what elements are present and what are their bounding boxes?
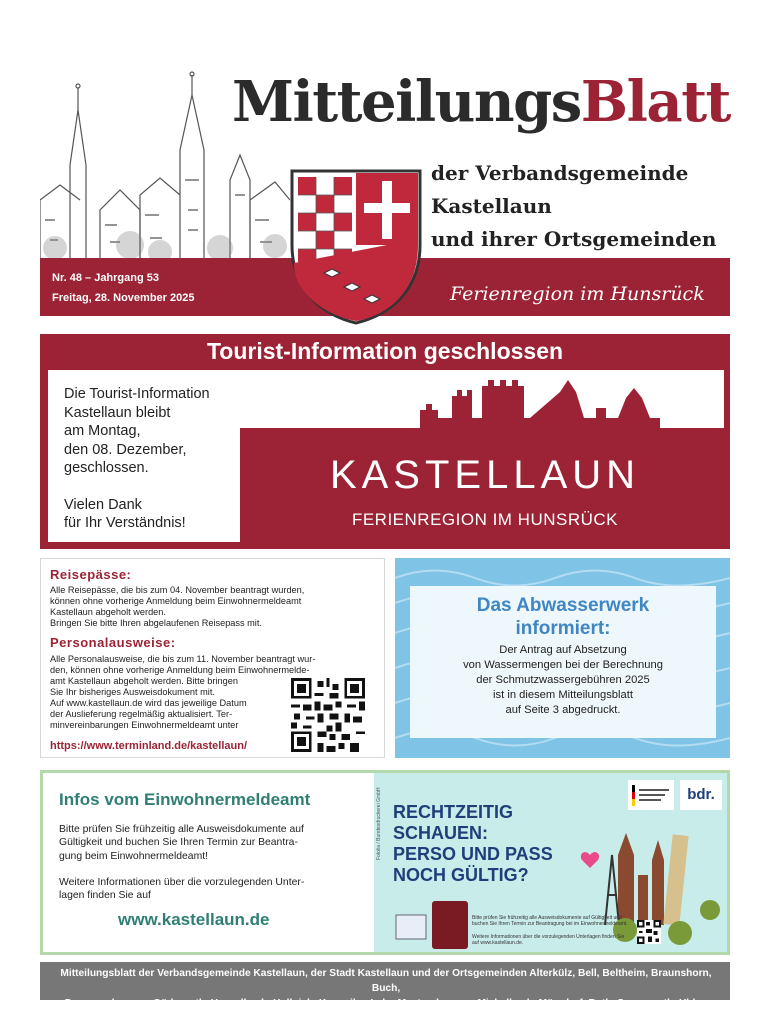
ad-small-text-2: Weitere Informationen über die vorzulegenden Unterlagen finden Sie auf www.kastellaun.de.	[472, 934, 625, 946]
personalausweise-text-bottom: amt Kastellaun abgeholt werden. Bitte bringen Sie Ihr bisheriges Ausweisdokument mit. Auf www.kastellaun.de wird das jeweilige Datum der Auslieferung regelmäßig aktualisiert. Ter- minvereinbarungen Einwohnermeldeamt unter	[50, 676, 247, 731]
kastellaun-website-link[interactable]: www.kastellaun.de	[118, 910, 270, 929]
federal-ministry-logo	[628, 780, 674, 810]
reisepaesse-text: Alle Reisepässe, die bis zum 04. November beantragt wurden, können ohne vorherige Anmeldung beim Einwohnermeldeamt Kastellaun abgeholt werden. Bringen Sie bitte Ihren abgelaufenen Reisepass mit.	[50, 585, 305, 629]
issue-date: Freitag, 28. November 2025	[52, 292, 195, 304]
einwohnermeldeamt-text-2: Weitere Informationen über die vorzulegenden Unter- lagen finden Sie auf	[59, 877, 305, 902]
castle-skyline-icon	[420, 378, 660, 434]
tourist-info-message: Die Tourist-Information Kastellaun bleibt am Montag, den 08. Dezember, geschlossen. Vielen Dank für Ihr Verständnis!	[64, 386, 210, 531]
ad-photo-credit: Fotolia / Bundesdruckerei GmbH	[376, 787, 382, 860]
abwasser-text: Der Antrag auf Absetzung von Wassermengen bei der Berechnung der Schmutzwassergebühren 2025 ist in diesem Mitteilungsblatt auf Seite 3 abgedruckt.	[463, 644, 663, 716]
reisepaesse-heading: Reisepässe:	[50, 567, 132, 582]
einwohnermeldeamt-text-1: Bitte prüfen Sie frühzeitig alle Ausweisdokumente auf Gültigkeit und buchen Sie Ihren Termin zur Beantra- gung beim Einwohnermeldeamt!	[59, 824, 304, 862]
bdr-logo: bdr.	[680, 780, 722, 810]
eagle-flag-icon	[628, 780, 674, 810]
qr-code-icon[interactable]	[288, 678, 368, 752]
ad-qr-code-icon[interactable]	[636, 920, 662, 944]
abwasser-heading: Das Abwasserwerk informiert:	[476, 595, 650, 639]
coat-of-arms-icon	[286, 165, 426, 325]
masthead-title: MitteilungsBlatt	[232, 69, 730, 135]
kastellaun-logo-text: KASTELLAUN	[329, 453, 641, 497]
tagline: Ferienregion im Hunsrück	[450, 283, 705, 305]
subtitle-line-2: Kastellaun	[431, 194, 552, 218]
subtitle-line-3: und ihrer Ortsgemeinden	[431, 227, 717, 251]
ad-headline: RECHTZEITIG SCHAUEN: PERSO UND PASS NOCH GÜLTIG?	[393, 802, 553, 885]
tourist-info-heading: Tourist-Information geschlossen	[206, 338, 564, 364]
subtitle-line-1: der Verbandsgemeinde	[431, 161, 689, 185]
terminland-link[interactable]: https://www.terminland.de/kastellaun/	[50, 740, 248, 752]
personalausweise-heading: Personalausweise:	[50, 635, 176, 650]
einwohnermeldeamt-heading: Infos vom Einwohnermeldeamt	[59, 790, 311, 809]
personalausweise-text-top: Alle Personalausweise, die bis zum 11. November beantragt wur- den, können ohne vorherige Anmeldung beim Einwohnermelde-	[50, 654, 316, 676]
issue-number: Nr. 48 – Jahrgang 53	[52, 272, 159, 284]
footer-municipalities: Mitteilungsblatt der Verbandsgemeinde Kastellaun, der Stadt Kastellaun und der Ortsgemeinden Alterkülz, Bell, Beltheim, Braunshorn, Buch, Dommershausen, Gödenroth, Hasselbach, Hollnich, Korweiler, Lahr, Mastershausen, Michelbach, Mörsdorf, Roth, Spesenroth, Uhler, Zilshausen	[60, 968, 712, 1024]
ad-small-text-1: Bitte prüfen Sie frühzeitig alle Ausweisdokumente auf Gültigkeit und buchen Sie Ihren Termin zur Beantragung bei im Einwohnermeldeamt.	[472, 915, 628, 927]
kastellaun-logo-subtext: FERIENREGION IM HUNSRÜCK	[351, 510, 619, 529]
